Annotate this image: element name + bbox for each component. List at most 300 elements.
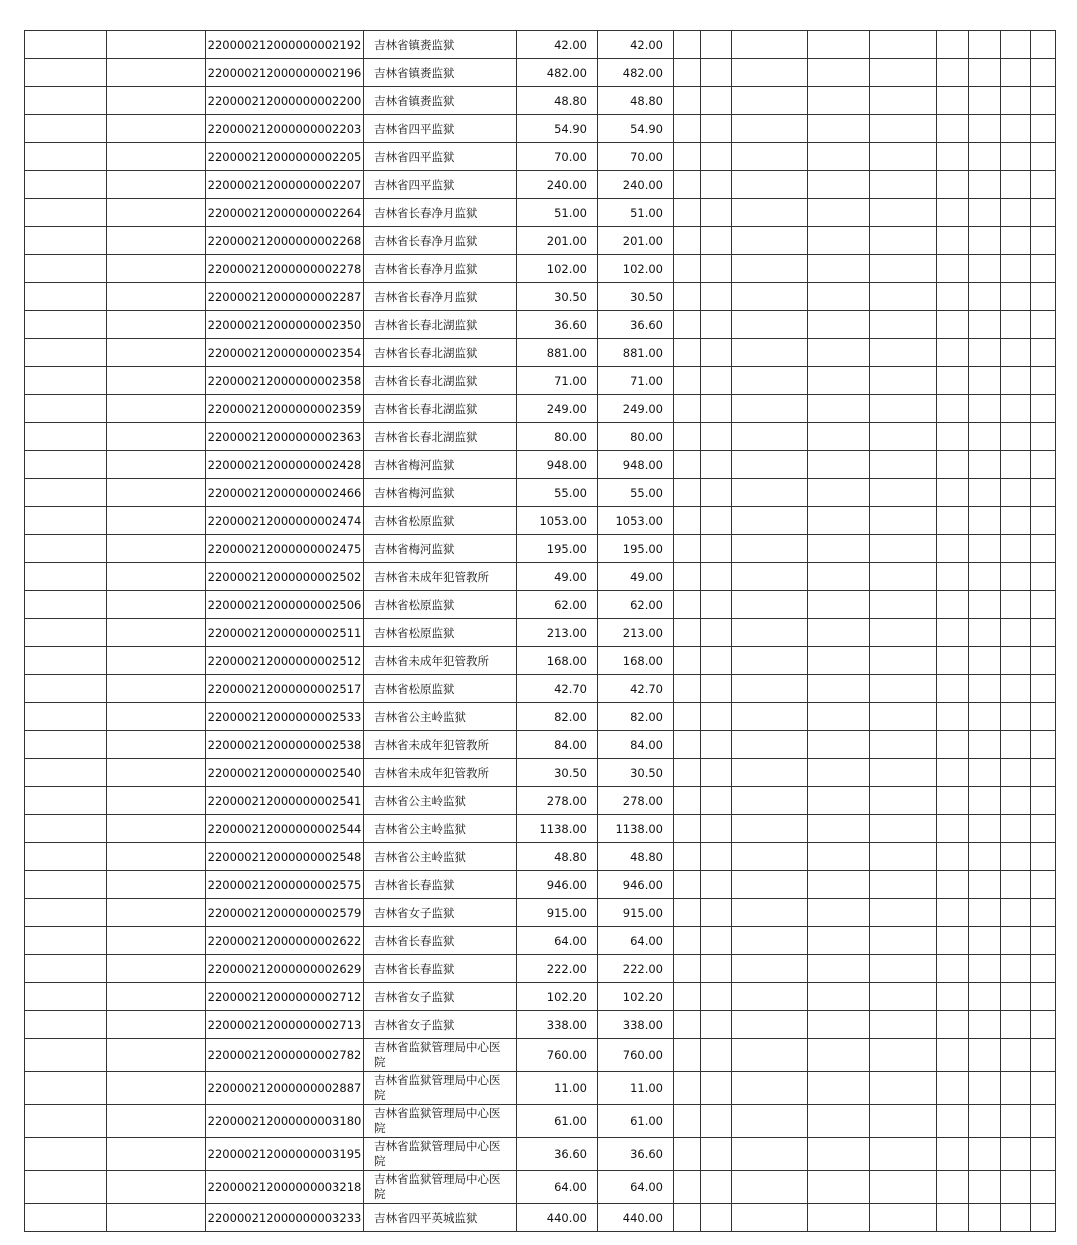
amount-2-cell: 11.00 xyxy=(598,1072,674,1105)
account-id-cell: 220000212000000002268 xyxy=(206,227,364,255)
empty-cell xyxy=(732,31,808,59)
empty-cell xyxy=(937,1171,969,1204)
empty-cell xyxy=(808,395,870,423)
amount-cell: 760.00 xyxy=(517,1039,598,1072)
table-row xyxy=(25,1011,1056,1039)
empty-cell xyxy=(1031,87,1056,115)
amount-cell: 51.00 xyxy=(517,199,598,227)
empty-cell xyxy=(1031,1171,1056,1204)
unit-name-cell: 吉林省公主岭监狱 xyxy=(364,815,517,843)
empty-cell xyxy=(1031,507,1056,535)
empty-cell xyxy=(732,59,808,87)
empty-cell xyxy=(701,563,732,591)
amount-cell: 64.00 xyxy=(517,1171,598,1204)
account-id-cell: 220000212000000002512 xyxy=(206,647,364,675)
amount-cell: 80.00 xyxy=(517,423,598,451)
amount-cell: 82.00 xyxy=(517,703,598,731)
empty-cell xyxy=(674,787,701,815)
empty-cell xyxy=(808,255,870,283)
account-id-cell: 220000212000000002548 xyxy=(206,843,364,871)
empty-cell xyxy=(674,899,701,927)
unit-name-cell: 吉林省公主岭监狱 xyxy=(364,703,517,731)
empty-cell xyxy=(1031,31,1056,59)
amount-2-cell: 915.00 xyxy=(598,899,674,927)
empty-cell xyxy=(701,199,732,227)
empty-cell xyxy=(870,731,937,759)
empty-cell xyxy=(107,899,206,927)
empty-cell xyxy=(808,283,870,311)
table-row xyxy=(25,451,1056,479)
empty-cell xyxy=(732,143,808,171)
table-row xyxy=(25,759,1056,787)
empty-cell xyxy=(808,619,870,647)
empty-cell xyxy=(732,619,808,647)
empty-cell xyxy=(674,1039,701,1072)
amount-2-cell: 946.00 xyxy=(598,871,674,899)
empty-cell xyxy=(732,1138,808,1171)
empty-cell xyxy=(808,535,870,563)
empty-cell xyxy=(107,171,206,199)
empty-cell xyxy=(969,815,1001,843)
empty-cell xyxy=(937,255,969,283)
empty-cell xyxy=(1031,367,1056,395)
empty-cell xyxy=(107,283,206,311)
empty-cell xyxy=(674,59,701,87)
empty-cell xyxy=(701,927,732,955)
empty-cell xyxy=(25,1171,107,1204)
empty-cell xyxy=(701,87,732,115)
empty-cell xyxy=(870,815,937,843)
empty-cell xyxy=(732,1039,808,1072)
empty-cell xyxy=(701,759,732,787)
empty-cell xyxy=(969,843,1001,871)
empty-cell xyxy=(674,255,701,283)
amount-cell: 482.00 xyxy=(517,59,598,87)
empty-cell xyxy=(969,787,1001,815)
empty-cell xyxy=(25,1072,107,1105)
empty-cell xyxy=(25,675,107,703)
empty-cell xyxy=(25,1105,107,1138)
unit-name-cell: 吉林省松原监狱 xyxy=(364,507,517,535)
empty-cell xyxy=(969,647,1001,675)
amount-cell: 84.00 xyxy=(517,731,598,759)
empty-cell xyxy=(732,703,808,731)
empty-cell xyxy=(674,311,701,339)
empty-cell xyxy=(701,479,732,507)
empty-cell xyxy=(808,759,870,787)
empty-cell xyxy=(732,955,808,983)
empty-cell xyxy=(808,451,870,479)
empty-cell xyxy=(937,955,969,983)
account-id-cell: 220000212000000002192 xyxy=(206,31,364,59)
unit-name-cell: 吉林省四平英城监狱 xyxy=(364,1204,517,1232)
empty-cell xyxy=(937,787,969,815)
empty-cell xyxy=(674,283,701,311)
empty-cell xyxy=(808,171,870,199)
empty-cell xyxy=(701,31,732,59)
empty-cell xyxy=(1001,311,1031,339)
empty-cell xyxy=(701,647,732,675)
unit-name-cell: 吉林省长春监狱 xyxy=(364,871,517,899)
empty-cell xyxy=(1001,339,1031,367)
empty-cell xyxy=(808,143,870,171)
account-id-cell: 220000212000000002363 xyxy=(206,423,364,451)
account-id-cell: 220000212000000002511 xyxy=(206,619,364,647)
empty-cell xyxy=(107,1138,206,1171)
empty-cell xyxy=(701,339,732,367)
empty-cell xyxy=(25,927,107,955)
empty-cell xyxy=(937,871,969,899)
empty-cell xyxy=(969,591,1001,619)
empty-cell xyxy=(107,787,206,815)
account-id-cell: 220000212000000002622 xyxy=(206,927,364,955)
amount-cell: 62.00 xyxy=(517,591,598,619)
empty-cell xyxy=(1001,87,1031,115)
empty-cell xyxy=(674,199,701,227)
account-id-cell: 220000212000000002205 xyxy=(206,143,364,171)
empty-cell xyxy=(969,395,1001,423)
empty-cell xyxy=(107,703,206,731)
empty-cell xyxy=(701,283,732,311)
table-row xyxy=(25,1171,1056,1204)
empty-cell xyxy=(808,1039,870,1072)
table-row xyxy=(25,787,1056,815)
unit-name-cell: 吉林省四平监狱 xyxy=(364,171,517,199)
empty-cell xyxy=(701,1138,732,1171)
empty-cell xyxy=(732,563,808,591)
amount-2-cell: 440.00 xyxy=(598,1204,674,1232)
empty-cell xyxy=(1001,199,1031,227)
amount-cell: 48.80 xyxy=(517,87,598,115)
empty-cell xyxy=(1001,1171,1031,1204)
empty-cell xyxy=(808,115,870,143)
account-id-cell: 220000212000000002575 xyxy=(206,871,364,899)
account-id-cell: 220000212000000002712 xyxy=(206,983,364,1011)
empty-cell xyxy=(1001,1072,1031,1105)
amount-cell: 195.00 xyxy=(517,535,598,563)
empty-cell xyxy=(674,591,701,619)
empty-cell xyxy=(674,535,701,563)
empty-cell xyxy=(701,535,732,563)
table-row xyxy=(25,227,1056,255)
unit-name-cell: 吉林省长春净月监狱 xyxy=(364,255,517,283)
empty-cell xyxy=(969,759,1001,787)
empty-cell xyxy=(1031,871,1056,899)
empty-cell xyxy=(107,1072,206,1105)
table-row xyxy=(25,59,1056,87)
amount-2-cell: 36.60 xyxy=(598,1138,674,1171)
empty-cell xyxy=(1001,731,1031,759)
empty-cell xyxy=(808,339,870,367)
empty-cell xyxy=(969,87,1001,115)
empty-cell xyxy=(1031,311,1056,339)
empty-cell xyxy=(1031,619,1056,647)
unit-name-cell: 吉林省长春北湖监狱 xyxy=(364,423,517,451)
empty-cell xyxy=(732,311,808,339)
account-id-cell: 220000212000000002278 xyxy=(206,255,364,283)
empty-cell xyxy=(25,31,107,59)
empty-cell xyxy=(870,199,937,227)
empty-cell xyxy=(1001,675,1031,703)
table-row xyxy=(25,675,1056,703)
account-id-cell: 220000212000000002203 xyxy=(206,115,364,143)
unit-name-cell: 吉林省四平监狱 xyxy=(364,143,517,171)
amount-2-cell: 82.00 xyxy=(598,703,674,731)
empty-cell xyxy=(107,395,206,423)
table-row xyxy=(25,619,1056,647)
empty-cell xyxy=(701,703,732,731)
table-row xyxy=(25,647,1056,675)
empty-cell xyxy=(107,927,206,955)
empty-cell xyxy=(732,339,808,367)
empty-cell xyxy=(732,227,808,255)
table-row xyxy=(25,563,1056,591)
empty-cell xyxy=(1031,227,1056,255)
empty-cell xyxy=(674,871,701,899)
unit-name-cell: 吉林省监狱管理局中心医院 xyxy=(364,1039,517,1072)
amount-cell: 48.80 xyxy=(517,843,598,871)
empty-cell xyxy=(969,143,1001,171)
unit-name-cell: 吉林省长春监狱 xyxy=(364,955,517,983)
account-id-cell: 220000212000000002428 xyxy=(206,451,364,479)
empty-cell xyxy=(937,899,969,927)
empty-cell xyxy=(107,983,206,1011)
table-row xyxy=(25,1105,1056,1138)
empty-cell xyxy=(1001,787,1031,815)
empty-cell xyxy=(107,367,206,395)
amount-2-cell: 102.00 xyxy=(598,255,674,283)
empty-cell xyxy=(732,675,808,703)
empty-cell xyxy=(870,675,937,703)
empty-cell xyxy=(732,787,808,815)
unit-name-cell: 吉林省长春北湖监狱 xyxy=(364,367,517,395)
empty-cell xyxy=(1031,171,1056,199)
empty-cell xyxy=(107,115,206,143)
empty-cell xyxy=(870,871,937,899)
empty-cell xyxy=(701,423,732,451)
empty-cell xyxy=(1001,479,1031,507)
empty-cell xyxy=(969,451,1001,479)
amount-2-cell: 80.00 xyxy=(598,423,674,451)
table-row xyxy=(25,395,1056,423)
empty-cell xyxy=(25,395,107,423)
table-row xyxy=(25,479,1056,507)
empty-cell xyxy=(969,983,1001,1011)
empty-cell xyxy=(870,311,937,339)
amount-cell: 338.00 xyxy=(517,1011,598,1039)
amount-2-cell: 42.00 xyxy=(598,31,674,59)
empty-cell xyxy=(969,871,1001,899)
empty-cell xyxy=(674,423,701,451)
empty-cell xyxy=(1001,759,1031,787)
empty-cell xyxy=(969,899,1001,927)
unit-name-cell: 吉林省监狱管理局中心医院 xyxy=(364,1138,517,1171)
empty-cell xyxy=(674,675,701,703)
empty-cell xyxy=(969,563,1001,591)
empty-cell xyxy=(1031,1105,1056,1138)
empty-cell xyxy=(701,591,732,619)
empty-cell xyxy=(25,479,107,507)
empty-cell xyxy=(107,59,206,87)
empty-cell xyxy=(808,1072,870,1105)
empty-cell xyxy=(808,59,870,87)
empty-cell xyxy=(732,171,808,199)
amount-cell: 36.60 xyxy=(517,311,598,339)
unit-name-cell: 吉林省梅河监狱 xyxy=(364,451,517,479)
empty-cell xyxy=(937,59,969,87)
empty-cell xyxy=(1001,283,1031,311)
empty-cell xyxy=(1031,339,1056,367)
unit-name-cell: 吉林省女子监狱 xyxy=(364,983,517,1011)
empty-cell xyxy=(674,983,701,1011)
unit-name-cell: 吉林省松原监狱 xyxy=(364,675,517,703)
empty-cell xyxy=(870,1039,937,1072)
empty-cell xyxy=(25,311,107,339)
table-row xyxy=(25,815,1056,843)
account-id-cell: 220000212000000002713 xyxy=(206,1011,364,1039)
empty-cell xyxy=(969,675,1001,703)
amount-2-cell: 1138.00 xyxy=(598,815,674,843)
empty-cell xyxy=(969,927,1001,955)
account-id-cell: 220000212000000002207 xyxy=(206,171,364,199)
empty-cell xyxy=(808,843,870,871)
table-row xyxy=(25,143,1056,171)
amount-2-cell: 168.00 xyxy=(598,647,674,675)
empty-cell xyxy=(870,227,937,255)
empty-cell xyxy=(937,171,969,199)
amount-2-cell: 49.00 xyxy=(598,563,674,591)
amount-cell: 42.00 xyxy=(517,31,598,59)
empty-cell xyxy=(25,535,107,563)
empty-cell xyxy=(674,367,701,395)
empty-cell xyxy=(969,731,1001,759)
empty-cell xyxy=(25,59,107,87)
empty-cell xyxy=(808,311,870,339)
empty-cell xyxy=(732,843,808,871)
empty-cell xyxy=(937,1011,969,1039)
account-id-cell: 220000212000000002359 xyxy=(206,395,364,423)
empty-cell xyxy=(674,843,701,871)
empty-cell xyxy=(870,899,937,927)
account-id-cell: 220000212000000002887 xyxy=(206,1072,364,1105)
empty-cell xyxy=(107,591,206,619)
empty-cell xyxy=(969,1011,1001,1039)
amount-2-cell: 51.00 xyxy=(598,199,674,227)
empty-cell xyxy=(1001,647,1031,675)
table-row xyxy=(25,339,1056,367)
amount-2-cell: 249.00 xyxy=(598,395,674,423)
empty-cell xyxy=(808,1011,870,1039)
empty-cell xyxy=(701,815,732,843)
empty-cell xyxy=(1031,535,1056,563)
empty-cell xyxy=(25,815,107,843)
empty-cell xyxy=(870,955,937,983)
empty-cell xyxy=(107,1105,206,1138)
empty-cell xyxy=(1001,227,1031,255)
empty-cell xyxy=(701,451,732,479)
empty-cell xyxy=(674,227,701,255)
empty-cell xyxy=(1001,1011,1031,1039)
empty-cell xyxy=(937,479,969,507)
amount-2-cell: 71.00 xyxy=(598,367,674,395)
amount-2-cell: 48.80 xyxy=(598,87,674,115)
amount-cell: 36.60 xyxy=(517,1138,598,1171)
empty-cell xyxy=(870,171,937,199)
empty-cell xyxy=(937,983,969,1011)
empty-cell xyxy=(1001,143,1031,171)
empty-cell xyxy=(870,1138,937,1171)
empty-cell xyxy=(969,479,1001,507)
empty-cell xyxy=(701,619,732,647)
table-row xyxy=(25,703,1056,731)
empty-cell xyxy=(701,843,732,871)
empty-cell xyxy=(25,983,107,1011)
unit-name-cell: 吉林省长春净月监狱 xyxy=(364,283,517,311)
amount-cell: 249.00 xyxy=(517,395,598,423)
empty-cell xyxy=(937,731,969,759)
empty-cell xyxy=(1001,1204,1031,1232)
empty-cell xyxy=(674,759,701,787)
unit-name-cell: 吉林省长春北湖监狱 xyxy=(364,395,517,423)
unit-name-cell: 吉林省公主岭监狱 xyxy=(364,843,517,871)
empty-cell xyxy=(674,507,701,535)
empty-cell xyxy=(1031,395,1056,423)
empty-cell xyxy=(1001,451,1031,479)
account-id-cell: 220000212000000002579 xyxy=(206,899,364,927)
record-table xyxy=(24,30,1056,1232)
empty-cell xyxy=(870,703,937,731)
empty-cell xyxy=(969,199,1001,227)
table-row xyxy=(25,1204,1056,1232)
table-row xyxy=(25,283,1056,311)
empty-cell xyxy=(701,787,732,815)
amount-2-cell: 54.90 xyxy=(598,115,674,143)
empty-cell xyxy=(732,451,808,479)
table-row xyxy=(25,871,1056,899)
empty-cell xyxy=(1031,955,1056,983)
empty-cell xyxy=(937,31,969,59)
amount-cell: 240.00 xyxy=(517,171,598,199)
empty-cell xyxy=(25,759,107,787)
table-row xyxy=(25,591,1056,619)
amount-2-cell: 102.20 xyxy=(598,983,674,1011)
empty-cell xyxy=(969,1138,1001,1171)
empty-cell xyxy=(808,647,870,675)
empty-cell xyxy=(870,983,937,1011)
empty-cell xyxy=(674,87,701,115)
empty-cell xyxy=(808,423,870,451)
empty-cell xyxy=(1031,703,1056,731)
empty-cell xyxy=(969,171,1001,199)
empty-cell xyxy=(870,255,937,283)
empty-cell xyxy=(107,619,206,647)
empty-cell xyxy=(969,1039,1001,1072)
empty-cell xyxy=(732,1171,808,1204)
empty-cell xyxy=(107,339,206,367)
empty-cell xyxy=(25,871,107,899)
empty-cell xyxy=(25,227,107,255)
empty-cell xyxy=(870,1171,937,1204)
empty-cell xyxy=(732,87,808,115)
amount-cell: 213.00 xyxy=(517,619,598,647)
empty-cell xyxy=(870,395,937,423)
empty-cell xyxy=(937,675,969,703)
amount-2-cell: 84.00 xyxy=(598,731,674,759)
empty-cell xyxy=(1001,591,1031,619)
empty-cell xyxy=(937,647,969,675)
empty-cell xyxy=(1001,31,1031,59)
amount-2-cell: 30.50 xyxy=(598,759,674,787)
